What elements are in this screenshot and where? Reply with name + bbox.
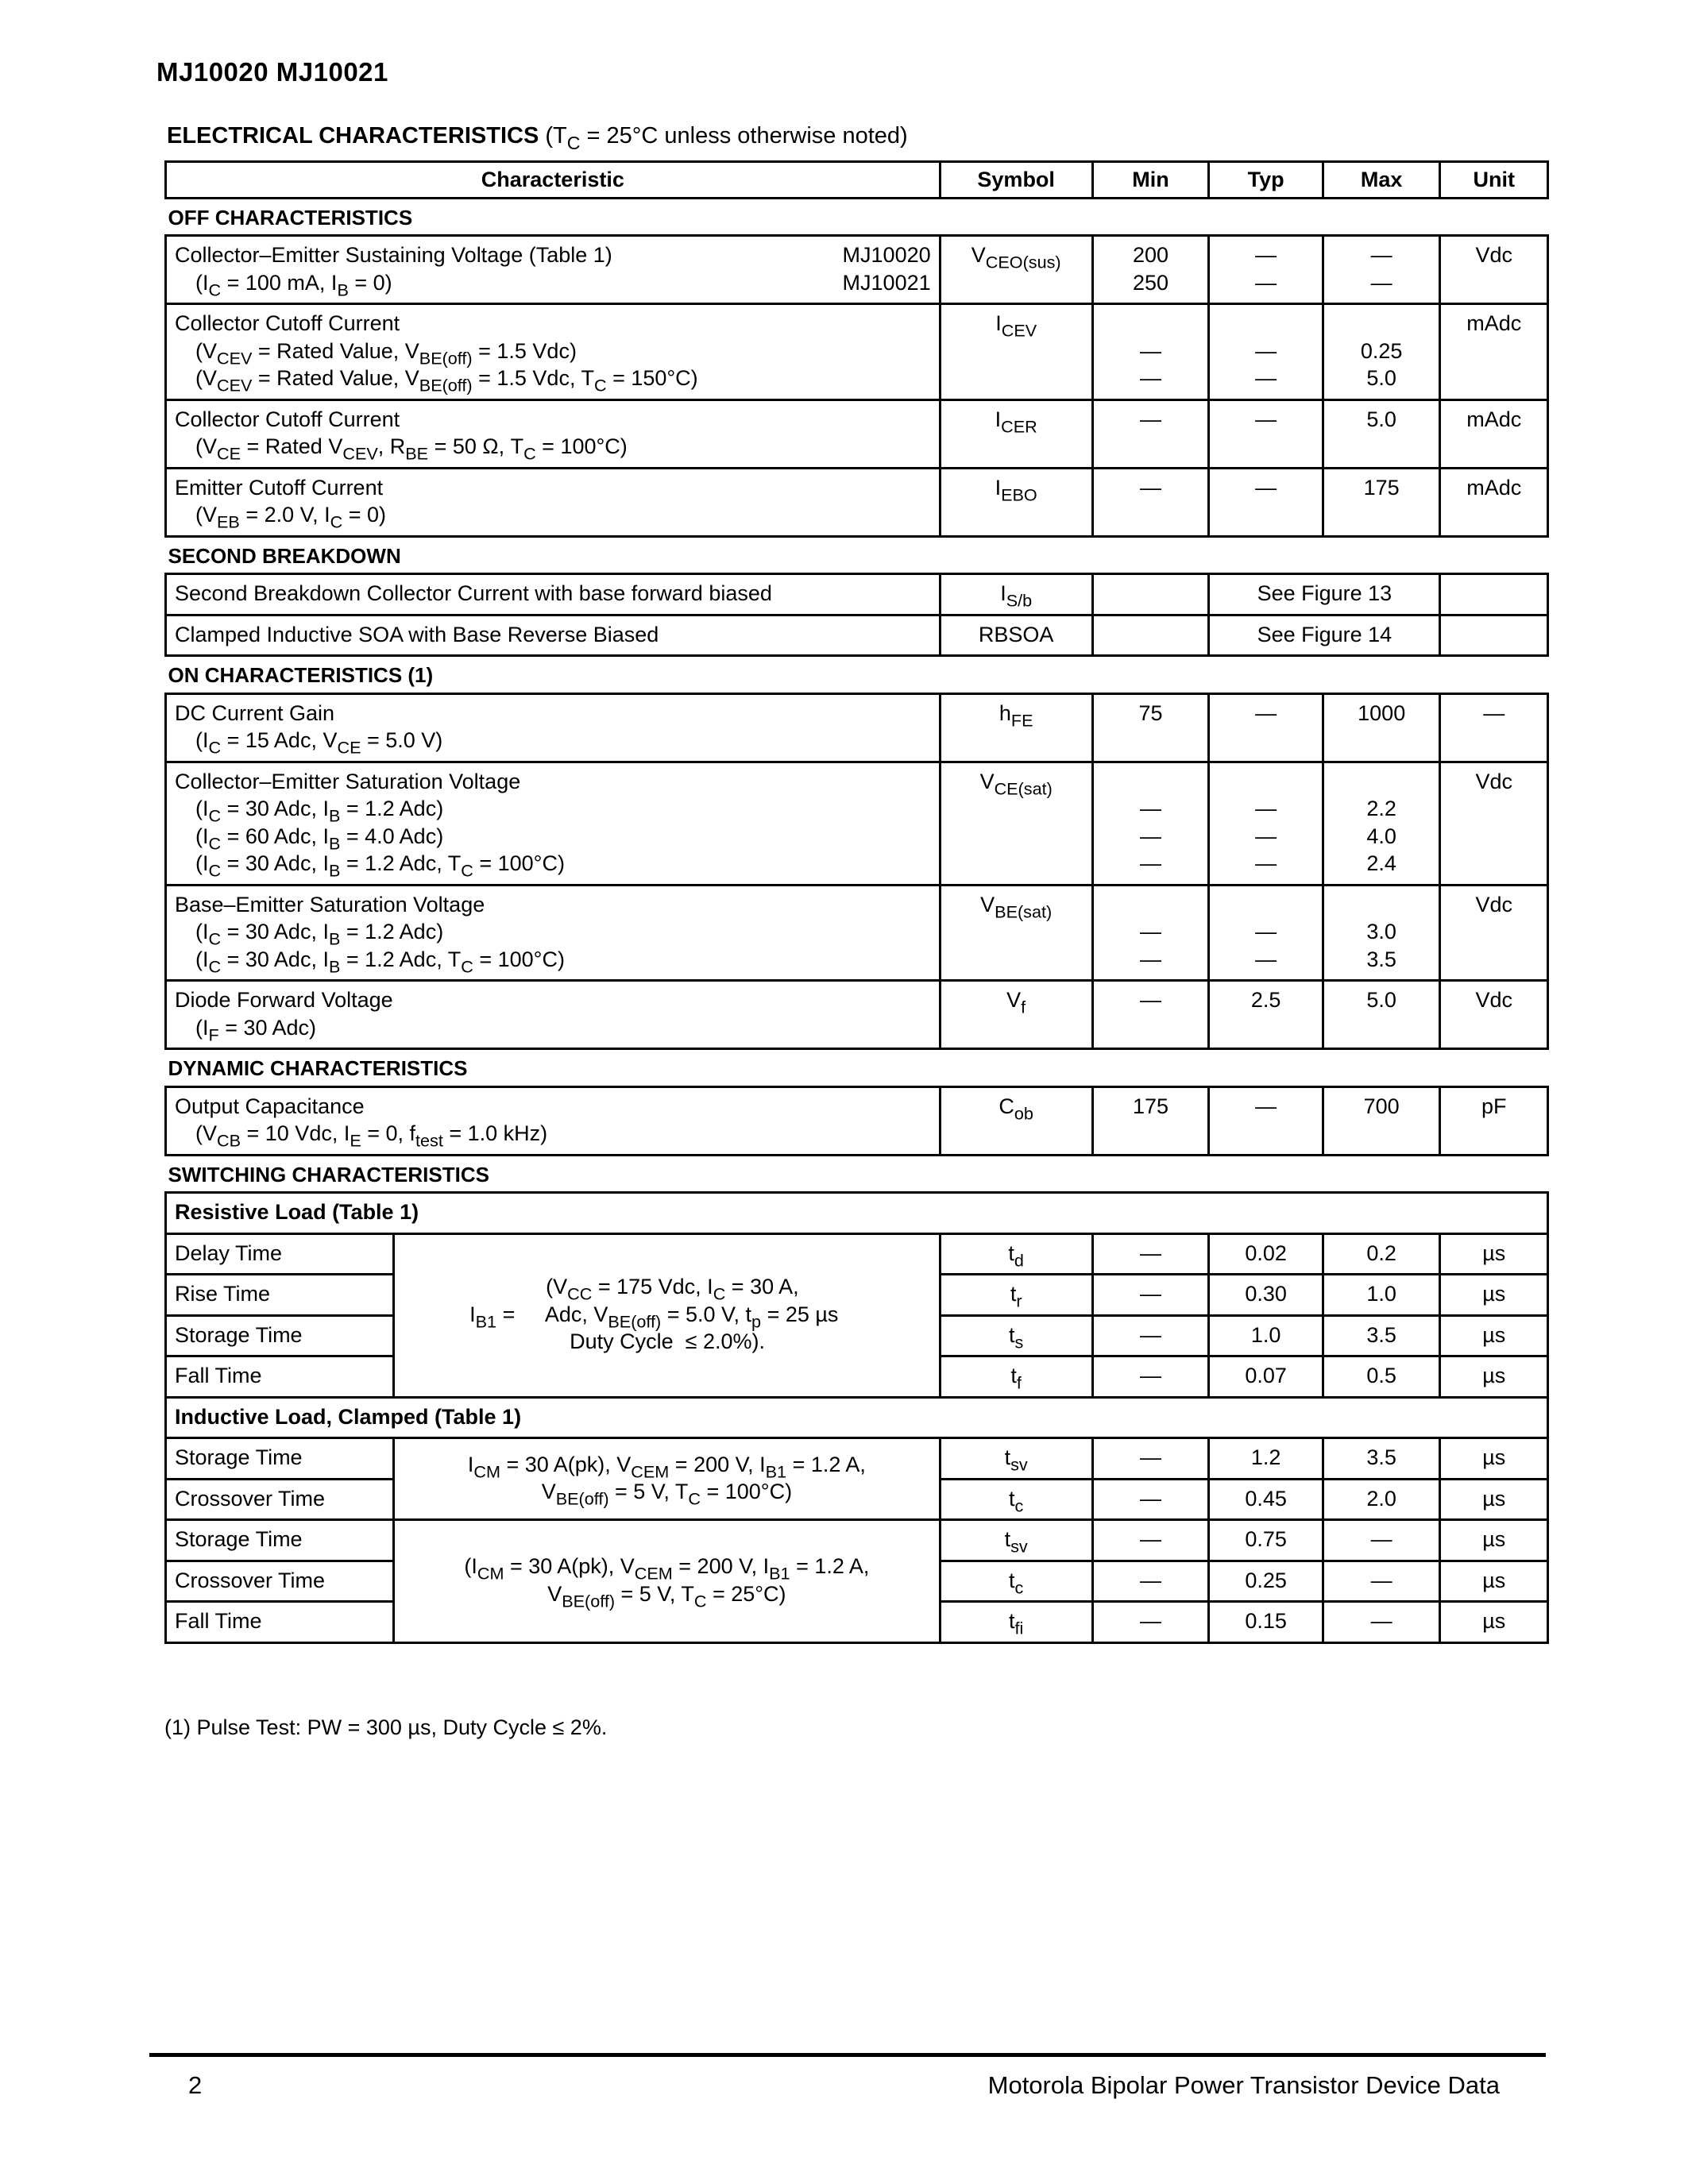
min-cell: — [1092, 1602, 1209, 1643]
symbol-cell: $t_d$ [940, 1233, 1092, 1275]
min-cell: — — [1092, 304, 1209, 400]
max-cell: 2.0 [1323, 1479, 1440, 1520]
group-switching-title: SWITCHING CHARACTERISTICS [166, 1155, 1548, 1193]
symbol-cell: $t_s$ [940, 1315, 1092, 1356]
typ-cell: — — [1209, 304, 1323, 400]
unit-cell [1440, 615, 1548, 656]
min-cell: — [1092, 1315, 1209, 1356]
symbol-cell: $V_{BE(sat)}$ [940, 885, 1092, 981]
table-row [166, 1193, 1548, 1234]
value-cell: See Figure 13 [1209, 574, 1440, 615]
unit-cell: mAdc [1440, 304, 1548, 400]
max-cell: 700 [1323, 1086, 1440, 1155]
max-cell: 3.5 [1323, 1438, 1440, 1480]
characteristic-cell: Crossover Time [166, 1479, 394, 1520]
footnote: (1) Pulse Test: PW = 300 µs, Duty Cycle ≤ 2%. [164, 1715, 608, 1739]
symbol-cell: $t_f$ [940, 1356, 1092, 1398]
max-cell: — [1323, 1561, 1440, 1602]
group-switching [166, 1155, 1548, 1193]
min-cell [1092, 615, 1209, 656]
typ-cell: 0.15 [1209, 1602, 1323, 1643]
header-typ: Typ [1209, 162, 1323, 199]
symbol-cell: $V_{CEO(sus)}$ [940, 236, 1092, 304]
page-number: 2 [188, 2071, 203, 2099]
footer-doc-title: Motorola Bipolar Power Transistor Device Data [987, 2071, 1500, 2099]
group-off [166, 198, 1548, 236]
icer-name: Collector Cutoff Current [175, 407, 400, 431]
max-cell: 0.2 [1323, 1233, 1440, 1275]
min-cell: — — — [1092, 762, 1209, 885]
group-second-breakdown [166, 536, 1548, 574]
vbesat-name: Base–Emitter Saturation Voltage [175, 892, 485, 916]
characteristic-cell [166, 762, 941, 885]
group-off-title: OFF CHARACTERISTICS [166, 198, 1548, 236]
table-row [166, 304, 1548, 400]
min-cell: — [1092, 1561, 1209, 1602]
max-cell: 5.0 [1323, 981, 1440, 1049]
typ-cell: 0.07 [1209, 1356, 1323, 1398]
vcesat-name: Collector–Emitter Saturation Voltage [175, 769, 521, 793]
max-cell: — [1323, 1520, 1440, 1561]
min-cell: 75 [1092, 693, 1209, 762]
symbol-cell: $I_{CER}$ [940, 399, 1092, 468]
symbol-cell: $C_{ob}$ [940, 1086, 1092, 1155]
max-cell: 5.0 [1323, 399, 1440, 468]
table-row [166, 981, 1548, 1049]
header-max: Max [1323, 162, 1440, 199]
min-cell: 200 250 [1092, 236, 1209, 304]
resistive-load-title: Resistive Load (Table 1) [166, 1193, 1548, 1234]
table-row [166, 1520, 1548, 1561]
min-cell: — [1092, 1438, 1209, 1480]
header-symbol: Symbol [940, 162, 1092, 199]
max-cell: 3.5 [1323, 1315, 1440, 1356]
min-cell: — [1092, 1520, 1209, 1561]
symbol-cell: $t_{sv}$ [940, 1438, 1092, 1480]
vcesat-condition-2: ($I_C = 60$ Adc, $I_B = 4.0$ Adc) [195, 824, 444, 854]
value-cell: See Figure 14 [1209, 615, 1440, 656]
table-row [166, 1438, 1548, 1480]
max-cell: 175 [1323, 468, 1440, 536]
cob-name: Output Capacitance [175, 1094, 365, 1118]
vbesat-condition-2: ($I_C = 30$ Adc, $I_B = 1.2$ Adc, $T_C = 100^\circ C$) [195, 947, 565, 977]
min-cell: — [1092, 399, 1209, 468]
characteristic-cell: Rise Time [166, 1275, 394, 1316]
max-cell: 1000 [1323, 693, 1440, 762]
group-on-title: ON CHARACTERISTICS (1) [166, 656, 1548, 694]
characteristic-cell: Storage Time [166, 1438, 394, 1480]
unit-cell: mAdc [1440, 399, 1548, 468]
max-cell: 1.0 [1323, 1275, 1440, 1316]
hfe-condition: ($I_C = 15$ Adc, $V_{CE} = 5.0$ V) [195, 728, 443, 758]
vf-condition: ($I_F = 30$ Adc) [195, 1015, 317, 1045]
page-heading: MJ10020 MJ10021 [156, 57, 388, 87]
resistive-conditions: ($V_{CC} = 175$ Vdc, $I_C = 30$ A, $I_{B1}$ = Adc, $V_{BE(off)} = 5.0$ V, $t_p = 25$ µs Duty Cycle ≤ 2.0%). [394, 1233, 941, 1397]
section-note: ($T_C = 25^\circ C$ unless otherwise noted) [545, 123, 908, 154]
hfe-name: DC Current Gain [175, 700, 335, 725]
max-cell: 0.5 [1323, 1356, 1440, 1398]
vf-name: Diode Forward Voltage [175, 988, 393, 1012]
symbol-cell: $I_{S/b}$ [940, 574, 1092, 615]
characteristic-cell [166, 693, 941, 762]
characteristic-cell: Storage Time [166, 1315, 394, 1356]
typ-cell: 2.5 [1209, 981, 1323, 1049]
min-cell: — — [1092, 885, 1209, 981]
vbesat-condition-1: ($I_C = 30$ Adc, $I_B = 1.2$ Adc) [195, 920, 444, 949]
symbol-cell: $t_{sv}$ [940, 1520, 1092, 1561]
unit-cell: µs [1440, 1275, 1548, 1316]
max-cell: — — [1323, 236, 1440, 304]
min-cell: — [1092, 1275, 1209, 1316]
table-row [166, 236, 1548, 304]
table-row [166, 762, 1548, 885]
characteristic-cell [166, 885, 941, 981]
max-cell: 3.0 3.5 [1323, 885, 1440, 981]
vceo-condition: ($I_C = 100$ mA, $I_B = 0$) [195, 270, 392, 300]
characteristic-cell [166, 236, 941, 304]
unit-cell: Vdc [1440, 236, 1548, 304]
table-header-row [166, 162, 1548, 199]
unit-cell [1440, 574, 1548, 615]
typ-cell: 0.02 [1209, 1233, 1323, 1275]
unit-cell: µs [1440, 1438, 1548, 1480]
typ-cell: — [1209, 1086, 1323, 1155]
icev-condition-1: ($V_{CEV}$ = Rated Value, $V_{BE(off)} = 1.5$ Vdc) [195, 338, 577, 369]
typ-cell: — — [1209, 885, 1323, 981]
symbol-cell: $h_{FE}$ [940, 693, 1092, 762]
characteristic-cell: Storage Time [166, 1520, 394, 1561]
max-cell: 2.2 4.0 2.4 [1323, 762, 1440, 885]
unit-cell: Vdc [1440, 981, 1548, 1049]
inductive-load-title: Inductive Load, Clamped (Table 1) [166, 1397, 1548, 1438]
min-cell: — [1092, 1479, 1209, 1520]
unit-cell: µs [1440, 1520, 1548, 1561]
table-row [166, 399, 1548, 468]
typ-cell: — [1209, 693, 1323, 762]
typ-cell: 0.45 [1209, 1479, 1323, 1520]
min-cell: — [1092, 981, 1209, 1049]
unit-cell: µs [1440, 1561, 1548, 1602]
group-second-title: SECOND BREAKDOWN [166, 536, 1548, 574]
table-row [166, 574, 1548, 615]
characteristic-cell [166, 399, 941, 468]
unit-cell: µs [1440, 1315, 1548, 1356]
characteristic-cell [166, 981, 941, 1049]
inductive-conditions-hot: $I_{CM} = 30$ A(pk), $V_{CEM} = 200$ V, $I_{B1} = 1.2$ A, $V_{BE(off)} = 5$ V, $T_C = 100^\circ C$) [394, 1438, 941, 1520]
cob-condition: ($V_{CB} = 10$ Vdc, $I_E = 0$, $f_{test} = 1.0$ kHz) [195, 1121, 548, 1151]
symbol-cell: RBSOA [940, 615, 1092, 656]
symbol-cell: $V_f$ [940, 981, 1092, 1049]
electrical-characteristics-table [164, 160, 1549, 1644]
typ-cell: — — — [1209, 762, 1323, 885]
characteristic-cell: Second Breakdown Collector Current with base forward biased [166, 574, 941, 615]
typ-cell: 0.30 [1209, 1275, 1323, 1316]
icer-condition: ($V_{CE}$ = Rated $V_{CEV}$, $R_{BE} = 50$ Ω, $T_C = 100^\circ C$) [195, 434, 628, 464]
typ-cell: 1.0 [1209, 1315, 1323, 1356]
section-title-text: ELECTRICAL CHARACTERISTICS [167, 123, 539, 149]
max-cell: 0.25 5.0 [1323, 304, 1440, 400]
characteristic-cell [166, 1086, 941, 1155]
header-min: Min [1092, 162, 1209, 199]
iebo-name: Emitter Cutoff Current [175, 475, 384, 500]
typ-cell: 1.2 [1209, 1438, 1323, 1480]
characteristic-cell: Delay Time [166, 1233, 394, 1275]
min-cell: 175 [1092, 1086, 1209, 1155]
typ-cell: 0.75 [1209, 1520, 1323, 1561]
min-cell: — [1092, 1356, 1209, 1398]
group-dynamic [166, 1049, 1548, 1087]
unit-cell: µs [1440, 1233, 1548, 1275]
table-row [166, 693, 1548, 762]
unit-cell: µs [1440, 1602, 1548, 1643]
section-title [167, 123, 908, 154]
characteristic-cell [166, 304, 941, 400]
footer-rule [149, 2053, 1546, 2057]
vceo-name: Collector–Emitter Sustaining Voltage (Table 1) [175, 243, 612, 267]
symbol-cell: $V_{CE(sat)}$ [940, 762, 1092, 885]
group-dynamic-title: DYNAMIC CHARACTERISTICS [166, 1049, 1548, 1087]
icev-condition-2: ($V_{CEV}$ = Rated Value, $V_{BE(off)} = 1.5$ Vdc, $T_C = 150^\circ C$) [195, 366, 698, 396]
table-row [166, 1086, 1548, 1155]
typ-cell: — [1209, 468, 1323, 536]
unit-cell: mAdc [1440, 468, 1548, 536]
icev-name: Collector Cutoff Current [175, 311, 400, 335]
max-cell: — [1323, 1602, 1440, 1643]
characteristic-cell: Crossover Time [166, 1561, 394, 1602]
inductive-conditions-room: ($I_{CM} = 30$ A(pk), $V_{CEM} = 200$ V, $I_{B1} = 1.2$ A, $V_{BE(off)} = 5$ V, $T_C = 25^\circ C$) [394, 1520, 941, 1643]
table-row [166, 468, 1548, 536]
table-row [166, 1397, 1548, 1438]
characteristic-cell [166, 468, 941, 536]
unit-cell: — [1440, 693, 1548, 762]
unit-cell: Vdc [1440, 762, 1548, 885]
unit-cell: µs [1440, 1356, 1548, 1398]
unit-cell: µs [1440, 1479, 1548, 1520]
symbol-cell: $t_r$ [940, 1275, 1092, 1316]
vcesat-condition-1: ($I_C = 30$ Adc, $I_B = 1.2$ Adc) [195, 797, 444, 826]
symbol-cell: $I_{EBO}$ [940, 468, 1092, 536]
vcesat-condition-3: ($I_C = 30$ Adc, $I_B = 1.2$ Adc, $T_C = 100^\circ C$) [195, 851, 565, 881]
characteristic-cell: Clamped Inductive SOA with Base Reverse Biased [166, 615, 941, 656]
typ-cell: — — [1209, 236, 1323, 304]
min-cell: — [1092, 1233, 1209, 1275]
table-row [166, 1233, 1548, 1275]
vceo-part2: MJ10021 [842, 270, 931, 295]
symbol-cell: $t_c$ [940, 1479, 1092, 1520]
characteristic-cell: Fall Time [166, 1602, 394, 1643]
header-unit: Unit [1440, 162, 1548, 199]
unit-cell: Vdc [1440, 885, 1548, 981]
vceo-part1: MJ10020 [842, 243, 931, 267]
characteristic-cell: Fall Time [166, 1356, 394, 1398]
iebo-condition: ($V_{EB} = 2.0$ V, $I_C = 0$) [195, 503, 387, 532]
min-cell [1092, 574, 1209, 615]
symbol-cell: $t_c$ [940, 1561, 1092, 1602]
table-row [166, 615, 1548, 656]
group-on [166, 656, 1548, 694]
typ-cell: — [1209, 399, 1323, 468]
header-characteristic: Characteristic [166, 162, 941, 199]
table-row [166, 885, 1548, 981]
unit-cell: pF [1440, 1086, 1548, 1155]
typ-cell: 0.25 [1209, 1561, 1323, 1602]
symbol-cell: $t_{fi}$ [940, 1602, 1092, 1643]
symbol-cell: $I_{CEV}$ [940, 304, 1092, 400]
min-cell: — [1092, 468, 1209, 536]
